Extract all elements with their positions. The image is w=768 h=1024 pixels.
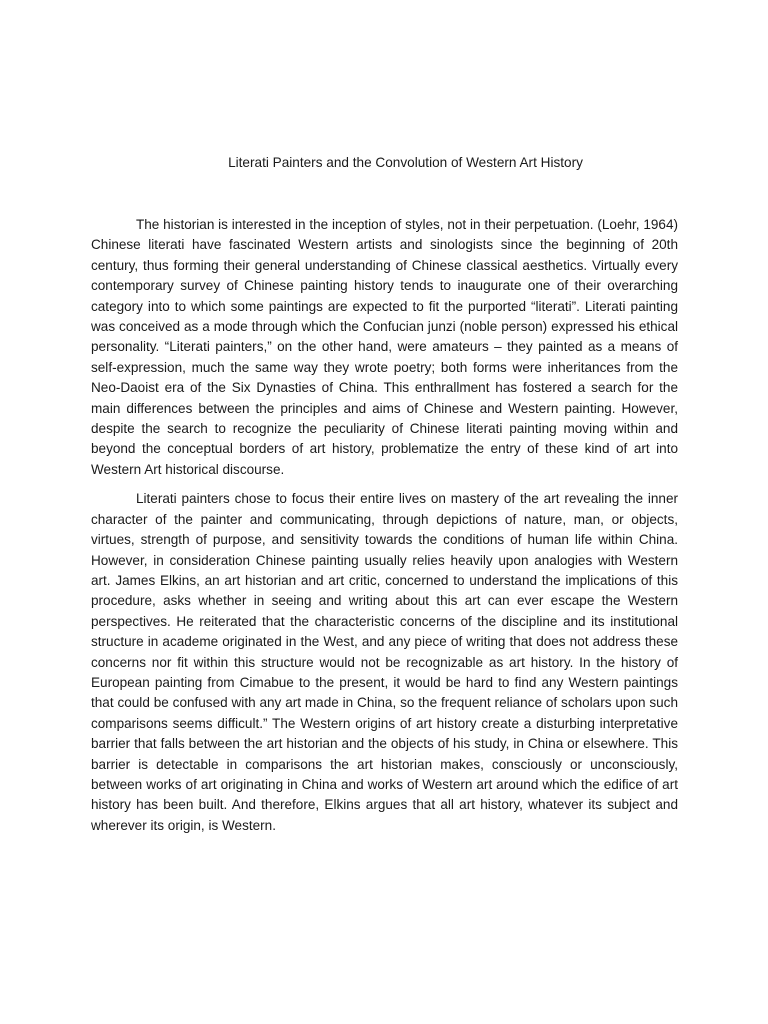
paragraph-2: Literati painters chose to focus their entire lives on mastery of the art revealing the inner character of the painter and communicating, through depictions of nature, man, or objects, virtues, strength of purpose, and sensitivity towards the conditions of human life within China. However, in consideration Chinese painting usually relies heavily upon analogies with Western art. James Elkins, an art historian and art critic, concerned to understand the implications of this procedure, asks whether in seeing and writing about this art can ever escape the Western perspectives. He reiterated that the characteristic concerns of the discipline and its institutional structure in academe originated in the West, and any piece of writing that does not address these concerns nor fit within this structure would not be recognizable as art history. In the history of European painting from Cimabue to the present, it would be hard to find any Western paintings that could be confused with any art made in China, so the frequent reliance of scholars upon such comparisons seems difficult.” The Western origins of art history create a disturbing interpretative barrier that falls between the art historian and the objects of his study, in China or elsewhere. This barrier is detectable in comparisons the art historian makes, consciously or unconsciously, between works of art originating in China and works of Western art around which the edifice of art history has been built. And therefore, Elkins argues that all art history, whatever its subject and wherever its origin, is Western. [91,491,678,833]
document-title: Literati Painters and the Convolution of Western Art History [228,155,583,170]
document-body [91,215,678,845]
paragraph-1: The historian is interested in the inception of styles, not in their perpetuation. (Loehr, 1964) Chinese literati have fascinated Western artists and sinologists since the beginning of 20th century, thus forming their general understanding of Chinese classical aesthetics. Virtually every contemporary survey of Chinese painting history tends to inaugurate one of their overarching category into to which some paintings are expected to fit the purported “literati”. Literati painting was conceived as a mode through which the Confucian junzi (noble person) expressed his ethical personality. “Literati painters,” on the other hand, were amateurs – they painted as a means of self-expression, much the same way they wrote poetry; both forms were inheritances from the Neo-Daoist era of the Six Dynasties of China. This enthrallment has fostered a search for the main differences between the principles and aims of Chinese and Western painting. However, despite the search to recognize the peculiarity of Chinese literati painting moving within and beyond the conceptual borders of art history, problematize the entry of these kind of art into Western Art historical discourse. [91,217,678,477]
